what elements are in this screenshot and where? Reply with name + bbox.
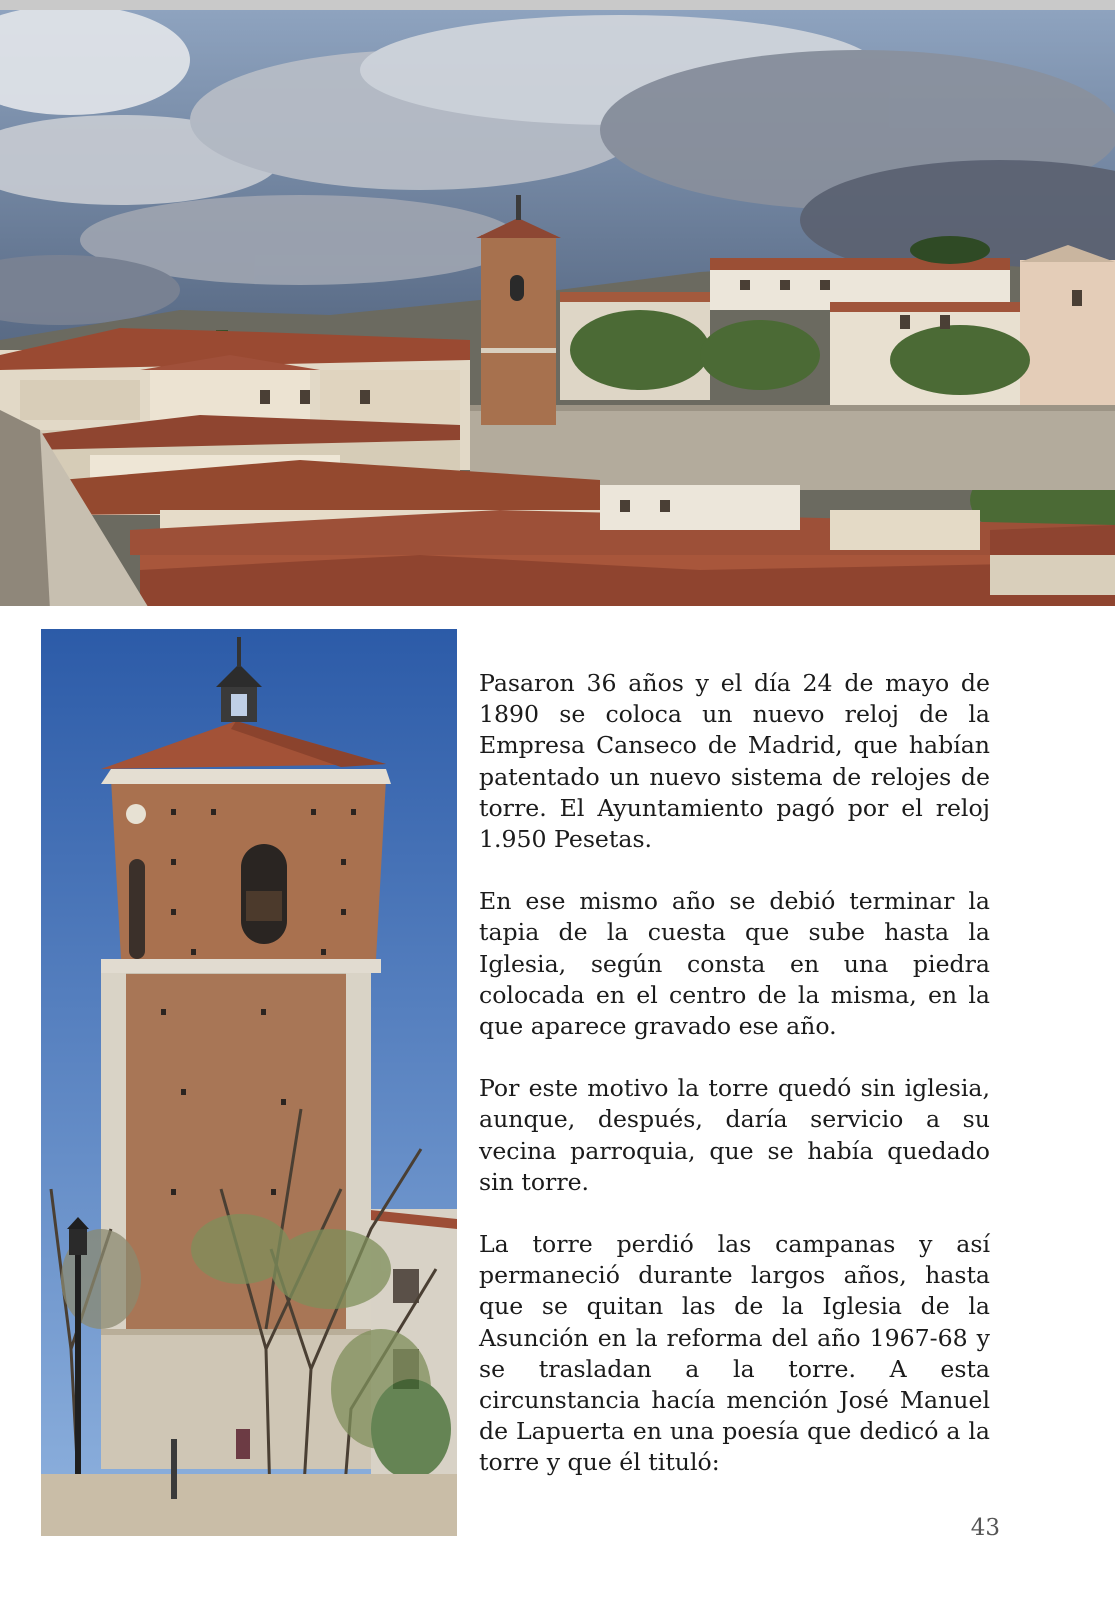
paragraph-clock-1890: Pasaron 36 años y el día 24 de mayo de 1890 se coloca un nuevo reloj de la Empresa Canseco de Madrid, que habían patentado un nuevo sistema de relojes de torre. El Ayuntamiento pagó por el reloj 1.950 Pesetas.: [479, 669, 990, 854]
clock-tower-photo: [41, 629, 457, 1536]
paragraph-wall: En ese mismo año se debió terminar la tapia de la cuesta que sube hasta la Iglesia, según consta en una piedra colocada en el centro de la misma, en la que aparece gravado ese año.: [479, 887, 990, 1041]
top-strip: [0, 0, 1115, 10]
paragraph-bells: La torre perdió las campanas y así permaneció durante largos años, hasta que se quitan las de la Iglesia de la Asunción en la reforma del año 1967-68 y se trasladan a la torre. A esta circunstancia hacía mención José Manuel de Lapuerta en una poesía que dedicó a la torre y que él tituló:: [479, 1230, 990, 1477]
page-number: 43: [970, 1515, 1000, 1541]
town-panorama-photo: [0, 10, 1115, 610]
paragraph-tower-church: Por este motivo la torre quedó sin iglesia, aunque, después, daría servicio a su vecina parroquia, que se había quedado sin torre.: [479, 1074, 990, 1196]
body-text: [479, 668, 990, 1510]
